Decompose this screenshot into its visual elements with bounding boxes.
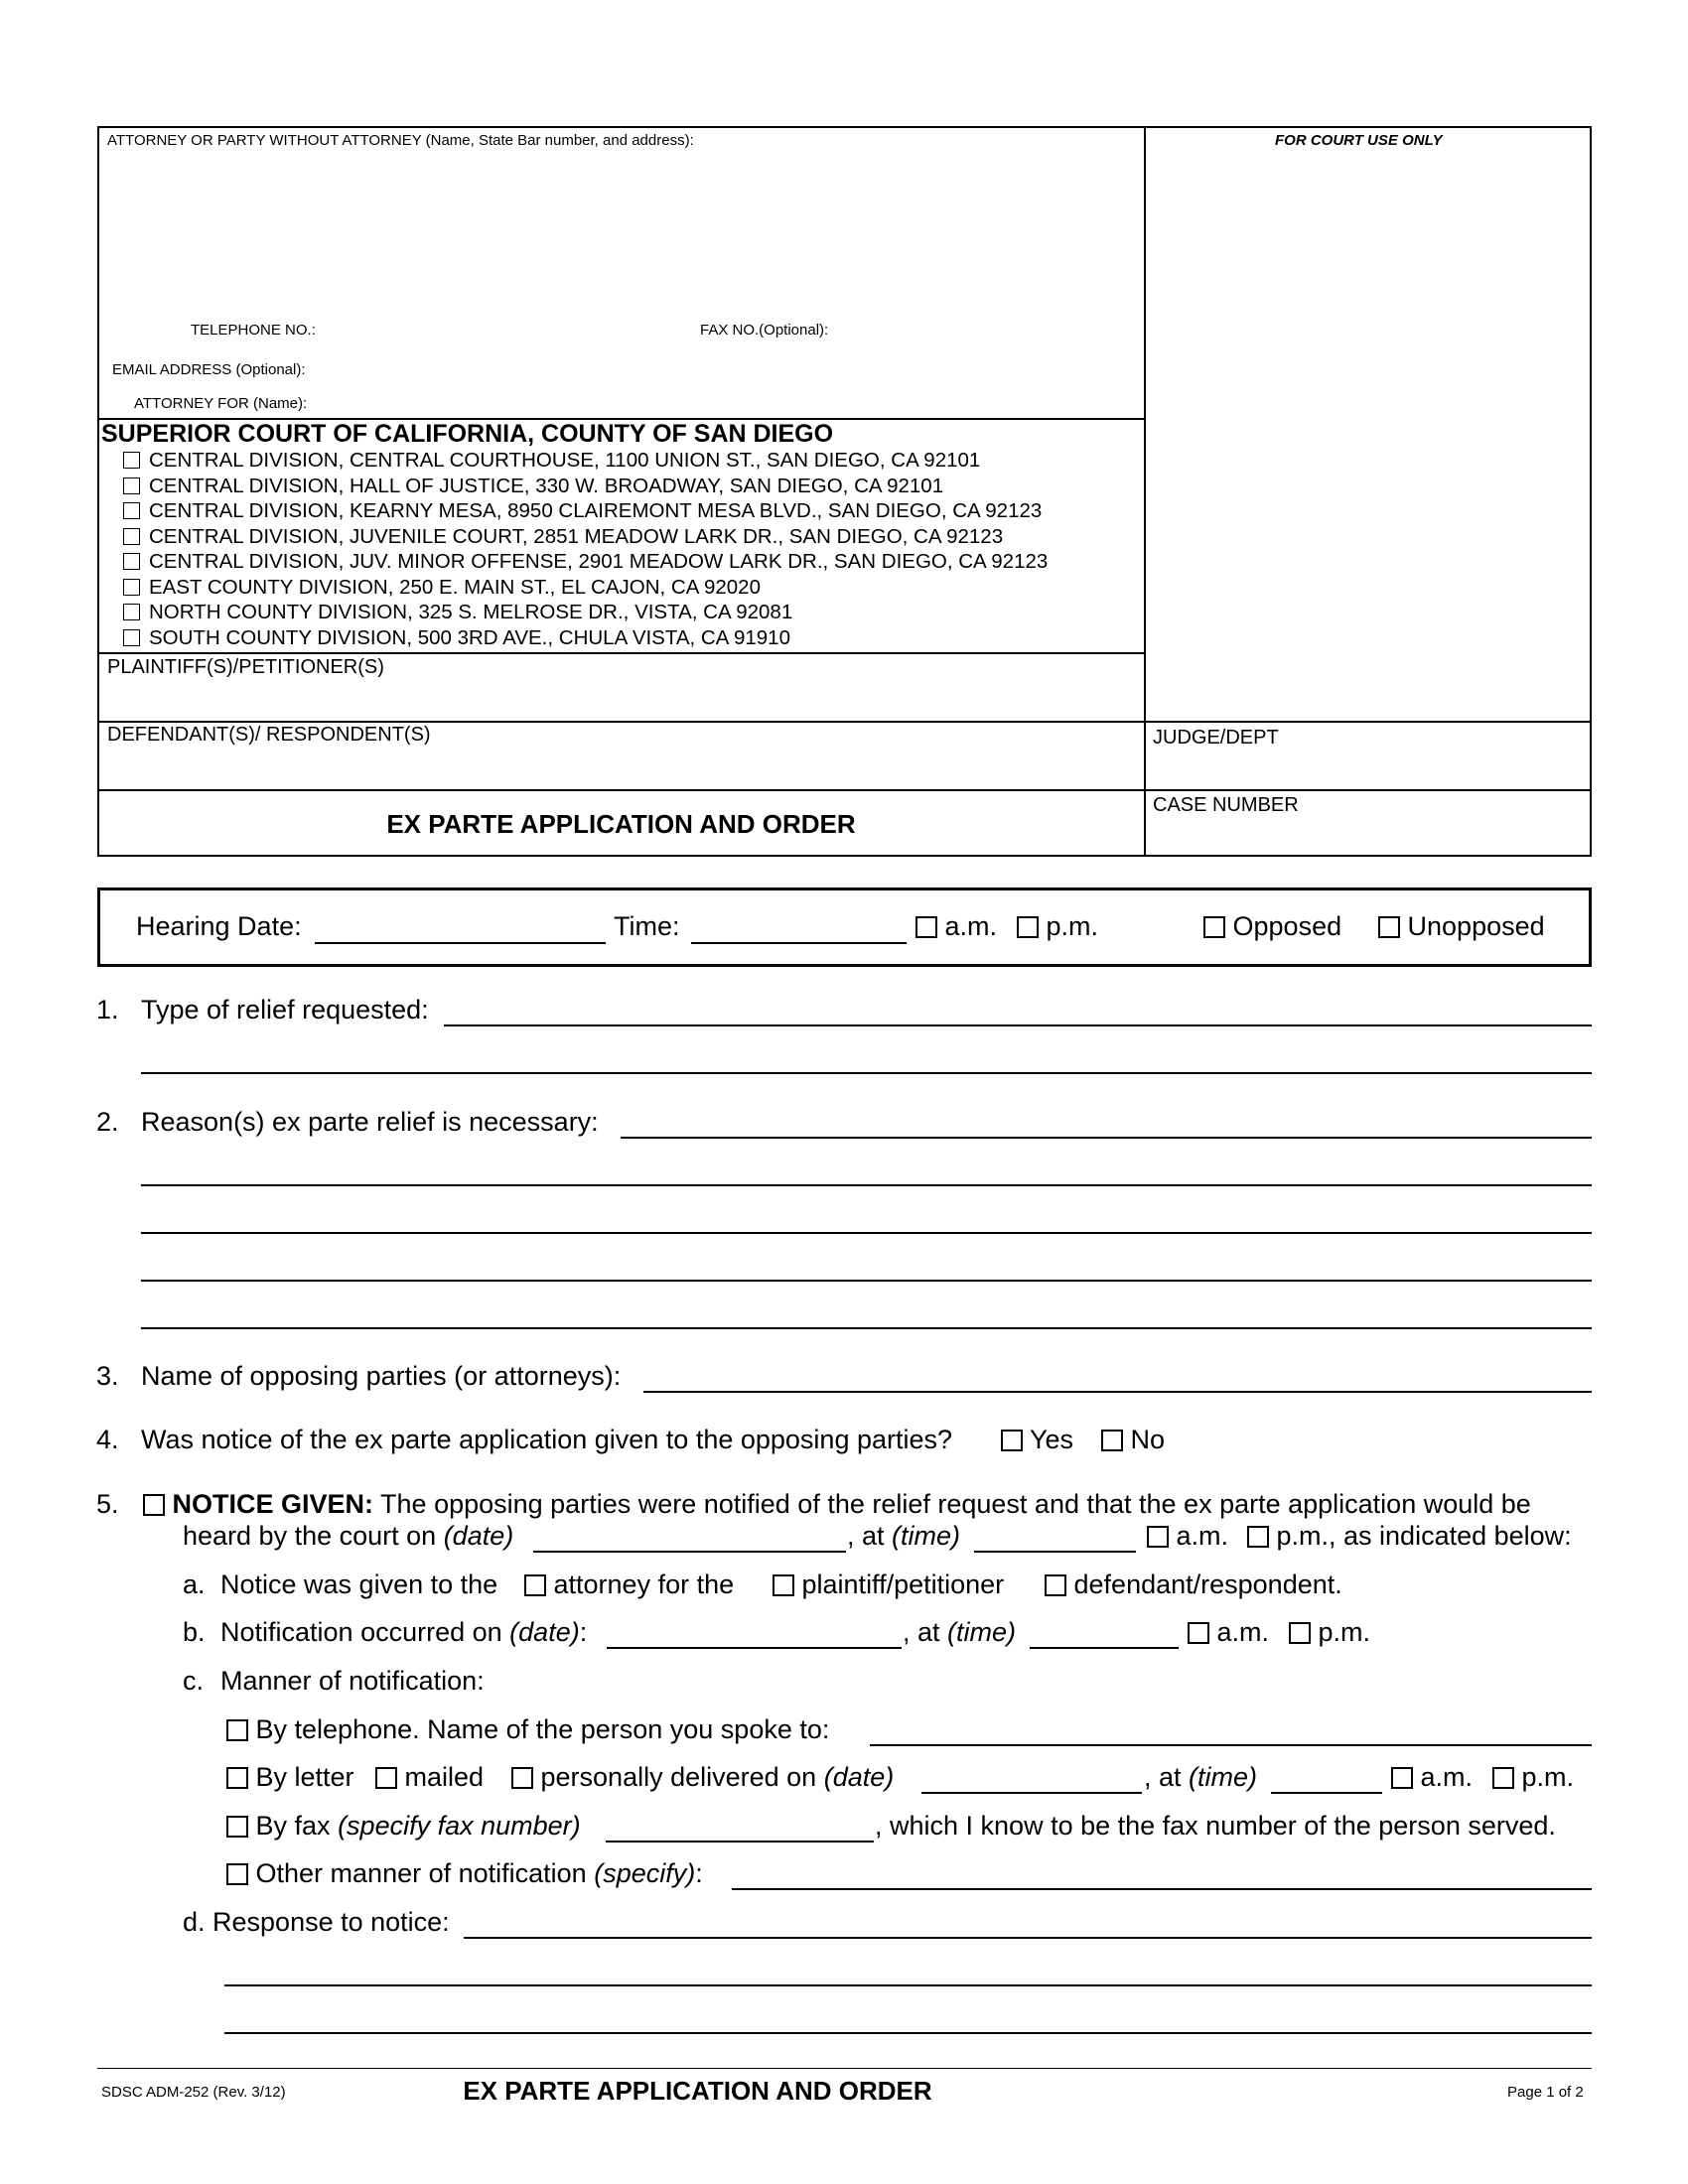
checkbox[interactable] <box>1378 916 1400 938</box>
relief-requested-field[interactable] <box>141 1072 1592 1074</box>
checkbox[interactable] <box>226 1719 248 1741</box>
checkbox[interactable] <box>773 1574 794 1596</box>
checkbox[interactable] <box>915 916 937 938</box>
checkbox[interactable] <box>524 1574 546 1596</box>
checkbox[interactable] <box>1247 1526 1269 1548</box>
pm-option[interactable]: p.m. <box>1289 1617 1370 1648</box>
item-number: 3. <box>96 1361 119 1391</box>
yes-option[interactable]: Yes <box>1001 1425 1073 1455</box>
checkbox[interactable] <box>1101 1430 1123 1451</box>
checkbox[interactable] <box>375 1767 397 1789</box>
form-title: EX PARTE APPLICATION AND ORDER <box>386 809 856 839</box>
footer-title: EX PARTE APPLICATION AND ORDER <box>463 2076 932 2106</box>
court-location[interactable]: EAST COUNTY DIVISION, 250 E. MAIN ST., EL CAJON, CA 92020 <box>123 575 1048 601</box>
fax-number-field[interactable] <box>606 1841 874 1843</box>
reason-field[interactable] <box>141 1184 1592 1186</box>
manner-label: Manner of notification: <box>220 1666 485 1696</box>
attorney-for-label: ATTORNEY FOR (Name): <box>134 395 308 412</box>
relief-requested-label: Type of relief requested: <box>141 995 429 1024</box>
pm-option[interactable]: p.m. <box>1017 911 1098 942</box>
checkbox[interactable] <box>123 629 140 646</box>
divider <box>97 721 1592 723</box>
at-time-label: , at (time) <box>847 1521 961 1551</box>
checkbox[interactable] <box>123 528 140 545</box>
am-option[interactable]: a.m. <box>915 911 997 942</box>
checkbox[interactable] <box>1147 1526 1169 1548</box>
checkbox[interactable] <box>143 1494 165 1516</box>
divider <box>1144 126 1146 857</box>
court-location[interactable]: SOUTH COUNTY DIVISION, 500 3RD AVE., CHULA VISTA, CA 91910 <box>123 625 1048 651</box>
sub-letter: a. <box>183 1570 206 1599</box>
court-location[interactable]: CENTRAL DIVISION, JUV. MINOR OFFENSE, 2901 MEADOW LARK DR., SAN DIEGO, CA 92123 <box>123 549 1048 575</box>
relief-requested-field[interactable] <box>444 1024 1592 1026</box>
plaintiff-label: PLAINTIFF(S)/PETITIONER(S) <box>107 656 384 678</box>
notice-question: Was notice of the ex parte application given to the opposing parties? <box>141 1425 953 1454</box>
hearing-time-field[interactable] <box>691 942 907 944</box>
court-location[interactable]: CENTRAL DIVISION, KEARNY MESA, 8950 CLAIREMONT MESA BLVD., SAN DIEGO, CA 92123 <box>123 498 1048 524</box>
divider <box>97 789 1592 791</box>
response-field[interactable] <box>464 1937 1592 1939</box>
court-location[interactable]: NORTH COUNTY DIVISION, 325 S. MELROSE DR., VISTA, CA 92081 <box>123 600 1048 625</box>
item-number: 4. <box>96 1425 119 1454</box>
notice-given-row: NOTICE GIVEN: The opposing parties were notified of the relief request and that the ex parte application would be <box>143 1489 1531 1520</box>
sub-letter: c. <box>183 1666 205 1696</box>
opposing-parties-field[interactable] <box>643 1391 1592 1393</box>
checkbox[interactable] <box>511 1767 533 1789</box>
mailed-option[interactable]: mailed <box>375 1762 484 1793</box>
checkbox[interactable] <box>123 553 140 570</box>
judge-label: JUDGE/DEPT <box>1153 727 1279 749</box>
delivered-time-field[interactable] <box>1271 1792 1382 1794</box>
heard-date-field[interactable] <box>533 1551 846 1553</box>
am-option[interactable]: a.m. <box>1147 1521 1228 1552</box>
checkbox[interactable] <box>123 579 140 596</box>
response-field[interactable] <box>224 2032 1592 2034</box>
hearing-date-label: Hearing Date: <box>136 911 302 941</box>
delivered-date-field[interactable] <box>921 1792 1142 1794</box>
response-label: d. Response to notice: <box>183 1907 450 1937</box>
hearing-box <box>97 887 1592 967</box>
telephone-option[interactable]: By telephone. Name of the person you spoke to: <box>226 1714 829 1745</box>
checkbox[interactable] <box>1045 1574 1066 1596</box>
form-id: SDSC ADM-252 (Rev. 3/12) <box>101 2084 286 2101</box>
court-location[interactable]: CENTRAL DIVISION, HALL OF JUSTICE, 330 W. BROADWAY, SAN DIEGO, CA 92101 <box>123 474 1048 499</box>
attorney-label: ATTORNEY OR PARTY WITHOUT ATTORNEY (Name, State Bar number, and address): <box>107 132 694 149</box>
hearing-date-field[interactable] <box>315 942 606 944</box>
checkbox[interactable] <box>1203 916 1225 938</box>
letter-option[interactable]: By letter <box>226 1762 354 1793</box>
defendant-label: DEFENDANT(S)/ RESPONDENT(S) <box>107 724 431 746</box>
response-field[interactable] <box>224 1984 1592 1986</box>
reason-label: Reason(s) ex parte relief is necessary: <box>141 1107 599 1137</box>
checkbox[interactable] <box>123 452 140 469</box>
checkbox[interactable] <box>123 502 140 519</box>
checkbox[interactable] <box>226 1816 248 1838</box>
court-location-list <box>123 448 1048 650</box>
telephone-person-field[interactable] <box>870 1744 1592 1746</box>
checkbox[interactable] <box>1492 1767 1514 1789</box>
checkbox[interactable] <box>1017 916 1039 938</box>
reason-field[interactable] <box>141 1280 1592 1282</box>
hearing-time-label: Time: <box>614 911 680 941</box>
court-use-label: FOR COURT USE ONLY <box>1275 132 1443 149</box>
attorney-option[interactable]: attorney for the <box>524 1570 734 1600</box>
fax-option[interactable]: By fax (specify fax number) <box>226 1811 581 1842</box>
notification-date-field[interactable] <box>607 1647 902 1649</box>
am-option[interactable]: a.m. <box>1391 1762 1473 1793</box>
page-number: Page 1 of 2 <box>1507 2084 1584 2101</box>
telephone-label: TELEPHONE NO.: <box>191 322 316 339</box>
footer-rule <box>97 2068 1592 2069</box>
sub-letter: b. <box>183 1617 206 1647</box>
checkbox[interactable] <box>1001 1430 1023 1451</box>
case-number-label: CASE NUMBER <box>1153 794 1299 816</box>
checkbox[interactable] <box>1188 1622 1209 1644</box>
defendant-option[interactable]: defendant/respondent. <box>1045 1570 1342 1600</box>
pm-option[interactable]: p.m. <box>1492 1762 1574 1793</box>
opposing-parties-label: Name of opposing parties (or attorneys): <box>141 1361 622 1391</box>
opposed-option[interactable]: Opposed <box>1203 911 1341 942</box>
item-number: 1. <box>96 995 119 1024</box>
checkbox[interactable] <box>1391 1767 1413 1789</box>
pm-option[interactable]: p.m., as indicated below: <box>1247 1521 1572 1552</box>
checkbox[interactable] <box>1289 1622 1311 1644</box>
email-label: EMAIL ADDRESS (Optional): <box>112 361 306 378</box>
court-title: SUPERIOR COURT OF CALIFORNIA, COUNTY OF SAN DIEGO <box>101 420 834 448</box>
fax-label: FAX NO.(Optional): <box>700 322 829 339</box>
notification-date-label: Notification occurred on (date): <box>220 1617 588 1647</box>
checkbox[interactable] <box>226 1767 248 1789</box>
reason-field[interactable] <box>141 1232 1592 1234</box>
reason-field[interactable] <box>621 1137 1592 1139</box>
no-option[interactable]: No <box>1101 1425 1165 1455</box>
checkbox[interactable] <box>226 1863 248 1885</box>
reason-field[interactable] <box>141 1327 1592 1329</box>
other-manner-field[interactable] <box>732 1888 1592 1890</box>
at-time-label: , at (time) <box>1144 1762 1258 1792</box>
am-option[interactable]: a.m. <box>1188 1617 1269 1648</box>
checkbox[interactable] <box>123 478 140 494</box>
notice-to-label: Notice was given to the <box>220 1570 498 1599</box>
court-location[interactable]: CENTRAL DIVISION, JUVENILE COURT, 2851 MEADOW LARK DR., SAN DIEGO, CA 92123 <box>123 524 1048 550</box>
notification-time-field[interactable] <box>1030 1647 1179 1649</box>
heard-by-label: heard by the court on (date) <box>183 1521 514 1551</box>
divider <box>97 652 1145 654</box>
item-number: 5. <box>96 1489 119 1519</box>
other-option[interactable]: Other manner of notification (specify): <box>226 1858 703 1889</box>
fax-statement: , which I know to be the fax number of the person served. <box>875 1811 1556 1841</box>
unopposed-option[interactable]: Unopposed <box>1378 911 1545 942</box>
checkbox[interactable] <box>123 604 140 620</box>
heard-time-field[interactable] <box>974 1551 1136 1553</box>
item-number: 2. <box>96 1107 119 1137</box>
personally-delivered-option[interactable]: personally delivered on (date) <box>511 1762 894 1793</box>
court-location[interactable]: CENTRAL DIVISION, CENTRAL COURTHOUSE, 1100 UNION ST., SAN DIEGO, CA 92101 <box>123 448 1048 474</box>
plaintiff-option[interactable]: plaintiff/petitioner <box>773 1570 1004 1600</box>
at-time-label: , at (time) <box>903 1617 1017 1647</box>
